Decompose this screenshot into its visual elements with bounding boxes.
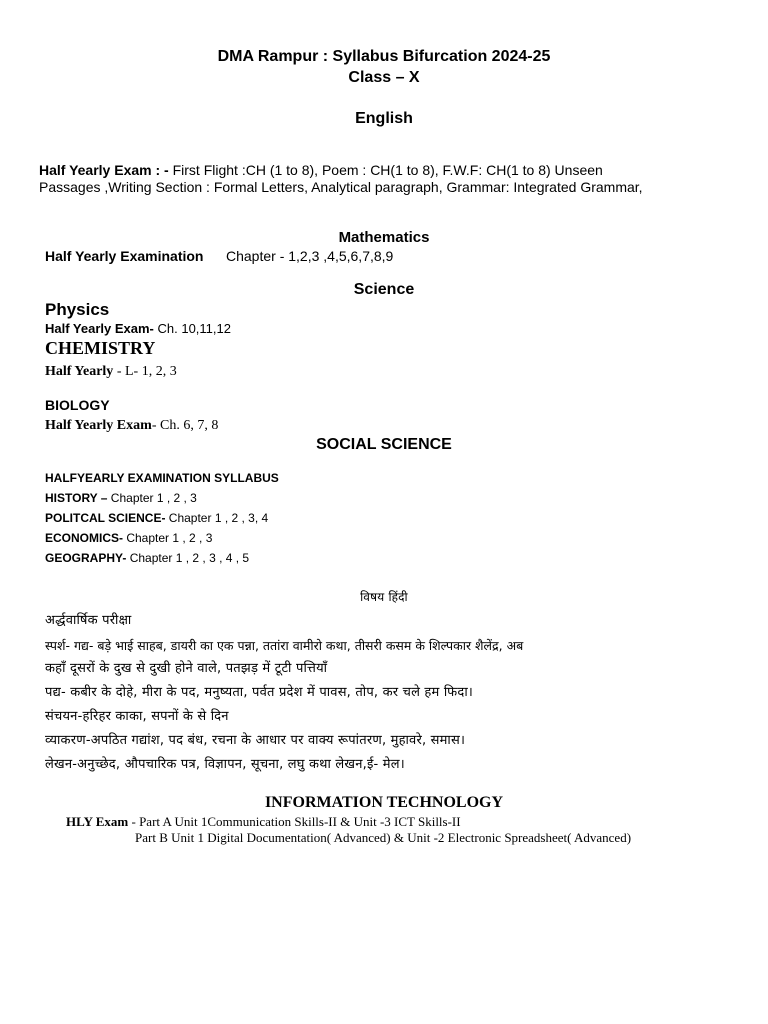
hindi-line: संचयन-हरिहर काका, सपनों के से दिन [45,709,229,724]
english-line-1-text: First Flight :CH (1 to 8), Poem : CH(1 to 8), F.W.F: CH(1 to 8) Unseen [172,162,603,178]
social-item-geography [45,551,249,566]
social-item-label: GEOGRAPHY- [45,551,127,565]
hindi-line: व्याकरण-अपठित गद्यांश, पद बंध, रचना के आधार पर वाक्य रूपांतरण, मुहावरे, समास। [45,733,466,748]
mathematics-exam-label: Half Yearly Examination [45,248,204,264]
social-item-label: ECONOMICS- [45,531,123,545]
biology-exam-label: Half Yearly Exam [45,418,152,433]
it-heading: INFORMATION TECHNOLOGY [264,794,504,811]
social-item-text: Chapter 1 , 2 , 3 [123,531,213,545]
chemistry-exam-label: Half Yearly [45,364,114,379]
social-item-history [45,491,197,506]
physics-exam-label: Half Yearly Exam- [45,321,154,336]
social-science-subheading: HALFYEARLY EXAMINATION SYLLABUS [45,471,279,485]
it-line-1-text: - Part A Unit 1Communication Skills-II & Unit -3 ICT Skills-II [128,814,461,829]
hindi-line: स्पर्श- गद्य- बड़े भाई साहब, डायरी का एक पन्ना, ततांरा वामीरो कथा, तीसरी कसम के शिल्पकार शैलेंद्र, अब [45,638,524,653]
it-line-2: Part B Unit 1 Digital Documentation( Advanced) & Unit -2 Electronic Spreadsheet( Advanced) [135,830,632,845]
class-title: Class – X [348,69,420,86]
chemistry-chapters: - L- 1, 2, 3 [113,364,177,379]
mathematics-chapters: Chapter - 1,2,3 ,4,5,6,7,8,9 [226,248,394,264]
biology-chapters: - Ch. 6, 7, 8 [151,418,219,433]
biology-heading: BIOLOGY [45,397,110,413]
physics-line [45,321,231,337]
hindi-line: अर्द्धवार्षिक परीक्षा [45,613,132,628]
biology-line [45,418,218,434]
social-item-label: HISTORY – [45,491,108,505]
it-line-1 [66,814,461,830]
hindi-line: कहाँ दूसरों के दुख से दुखी होने वाले, पतझड़ में टूटी पत्तियाँ [45,661,328,676]
mathematics-heading: Mathematics [338,229,430,246]
chemistry-heading: CHEMISTRY [45,338,156,358]
english-heading: English [355,110,413,127]
science-heading: Science [353,281,415,298]
it-exam-label: HLY Exam [66,814,129,829]
physics-heading: Physics [45,300,110,319]
physics-chapters: Ch. 10,11,12 [153,321,231,336]
english-line-1 [39,162,603,179]
social-item-text: Chapter 1 , 2 , 3 [107,491,197,505]
hindi-heading: विषय हिंदी [360,590,408,604]
page-title: DMA Rampur : Syllabus Bifurcation 2024-25 [217,48,551,65]
social-science-heading: SOCIAL SCIENCE [316,436,452,453]
hindi-line: लेखन-अनुच्छेद, औपचारिक पत्र, विज्ञापन, सूचना, लघु कथा लेखन,ई- मेल। [45,757,405,772]
social-item-economics [45,531,212,546]
english-exam-label: Half Yearly Exam : - [39,162,173,178]
social-item-text: Chapter 1 , 2 , 3 , 4 , 5 [126,551,250,565]
social-item-text: Chapter 1 , 2 , 3, 4 [165,511,269,525]
social-item-label: POLITCAL SCIENCE- [45,511,166,525]
chemistry-line [45,364,177,380]
social-item-political-science [45,511,268,526]
hindi-line: पद्य- कबीर के दोहे, मीरा के पद, मनुष्यता, पर्वत प्रदेश में पावस, तोप, कर चले हम फिदा। [45,685,474,700]
english-line-2: Passages ,Writing Section : Formal Letters, Analytical paragraph, Grammar: Integrated Grammar, [39,179,643,195]
